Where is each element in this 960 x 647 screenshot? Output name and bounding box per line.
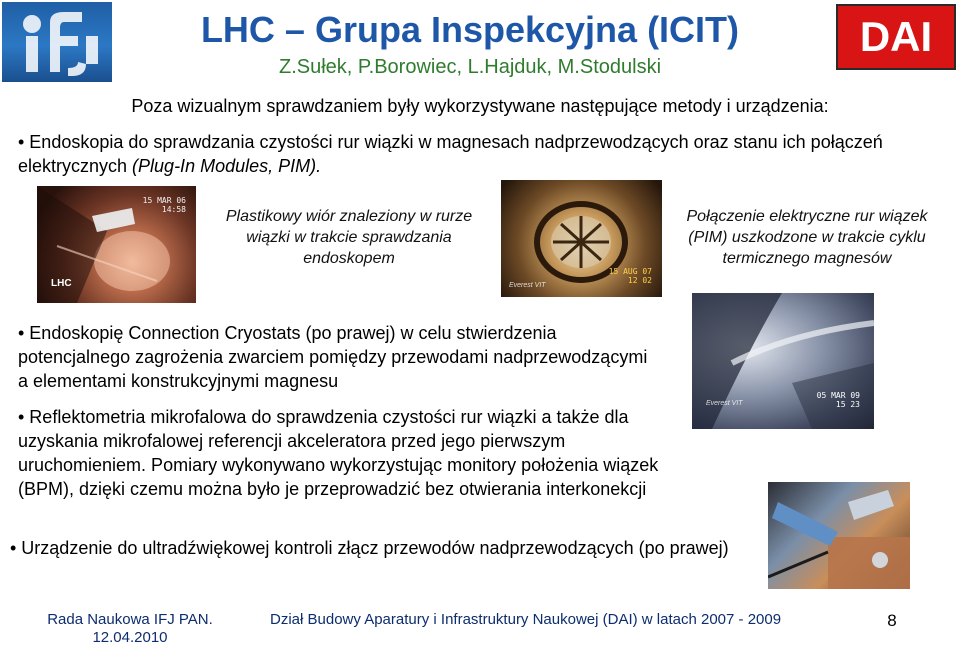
- photo3-timestamp: [817, 391, 860, 409]
- photo-ultrasound-device: [768, 482, 910, 589]
- photo1-time: 14:58: [161, 205, 186, 214]
- bullet-connection-cryostats: • Endoskopię Connection Cryostats (po prawej) w celu stwierdzenia potencjalnego zagrożenia zwarciem pomiędzy przewodami nadprzewodzącymi a elementami konstrukcyjnymi magnesu: [18, 323, 648, 391]
- bullet-endoscopy-italic: (Plug-In Modules, PIM).: [132, 156, 322, 176]
- photo3-date: 05 MAR 09: [816, 391, 860, 400]
- photo3-vendor: Everest VIT: [706, 400, 743, 407]
- photo-pim-damaged: [501, 180, 662, 297]
- photo2-time: 12 02: [627, 276, 652, 285]
- photo-connection-cryostat: [692, 293, 874, 429]
- bullet-endoscopy-text: • Endoskopia do sprawdzania czystości rur wiązki w magnesach nadprzewodzących oraz stanu ich połączeń elektrycznych: [18, 132, 883, 176]
- photo1-date: 15 MAR 06: [142, 196, 186, 205]
- bullet-reflectometry: • Reflektometria mikrofalowa do sprawdzenia czystości rur wiązki a także dla uzyskania mikrofalowej referencji akceleratora przed jego pierwszym uruchomieniem. Pomiary wykonywano wykorzystując monitory położenia wiązek (BPM), dzięki czemu można było je przeprowadzić bez otwierania interkonekcji: [18, 407, 659, 499]
- photo1-timestamp: [143, 196, 186, 214]
- intro-text: Poza wizualnym sprawdzaniem były wykorzystywane następujące metody i urządzenia:: [131, 96, 829, 116]
- footer-council: Rada Naukowa IFJ PAN.: [47, 611, 213, 628]
- photo1-label: LHC: [51, 278, 72, 289]
- slide-title: LHC – Grupa Inspekcyjna (ICIT): [200, 9, 740, 50]
- slide-authors: Z.Sułek, P.Borowiec, L.Hajduk, M.Stodulski: [278, 56, 662, 78]
- footer-department: Dział Budowy Aparatury i Infrastruktury Naukowej (DAI) w latach 2007 - 2009: [270, 611, 782, 628]
- photo-plastic-chip: [37, 186, 196, 303]
- photo2-date: 15 AUG 07: [608, 267, 652, 276]
- caption-pim-damaged: Połączenie elektryczne rur wiązek (PIM) uszkodzone w trakcie cyklu termicznego magnesów: [686, 208, 928, 267]
- caption-plastic-chip: Plastikowy wiór znaleziony w rurze wiązki w trakcie sprawdzania endoskopem: [225, 208, 473, 267]
- photo2-vendor: Everest VIT: [509, 282, 546, 289]
- photo3-time: 15 23: [835, 400, 860, 409]
- ifj-logo: [2, 2, 112, 82]
- dai-logo: DAI: [836, 4, 956, 70]
- photo2-timestamp: [609, 267, 652, 285]
- page-number: 8: [887, 611, 897, 630]
- bullet-endoscopy: [18, 130, 938, 178]
- bullet-ultrasound: • Urządzenie do ultradźwiękowej kontroli złącz przewodów nadprzewodzących (po prawej): [10, 538, 729, 558]
- footer-date: 12.04.2010: [92, 629, 168, 646]
